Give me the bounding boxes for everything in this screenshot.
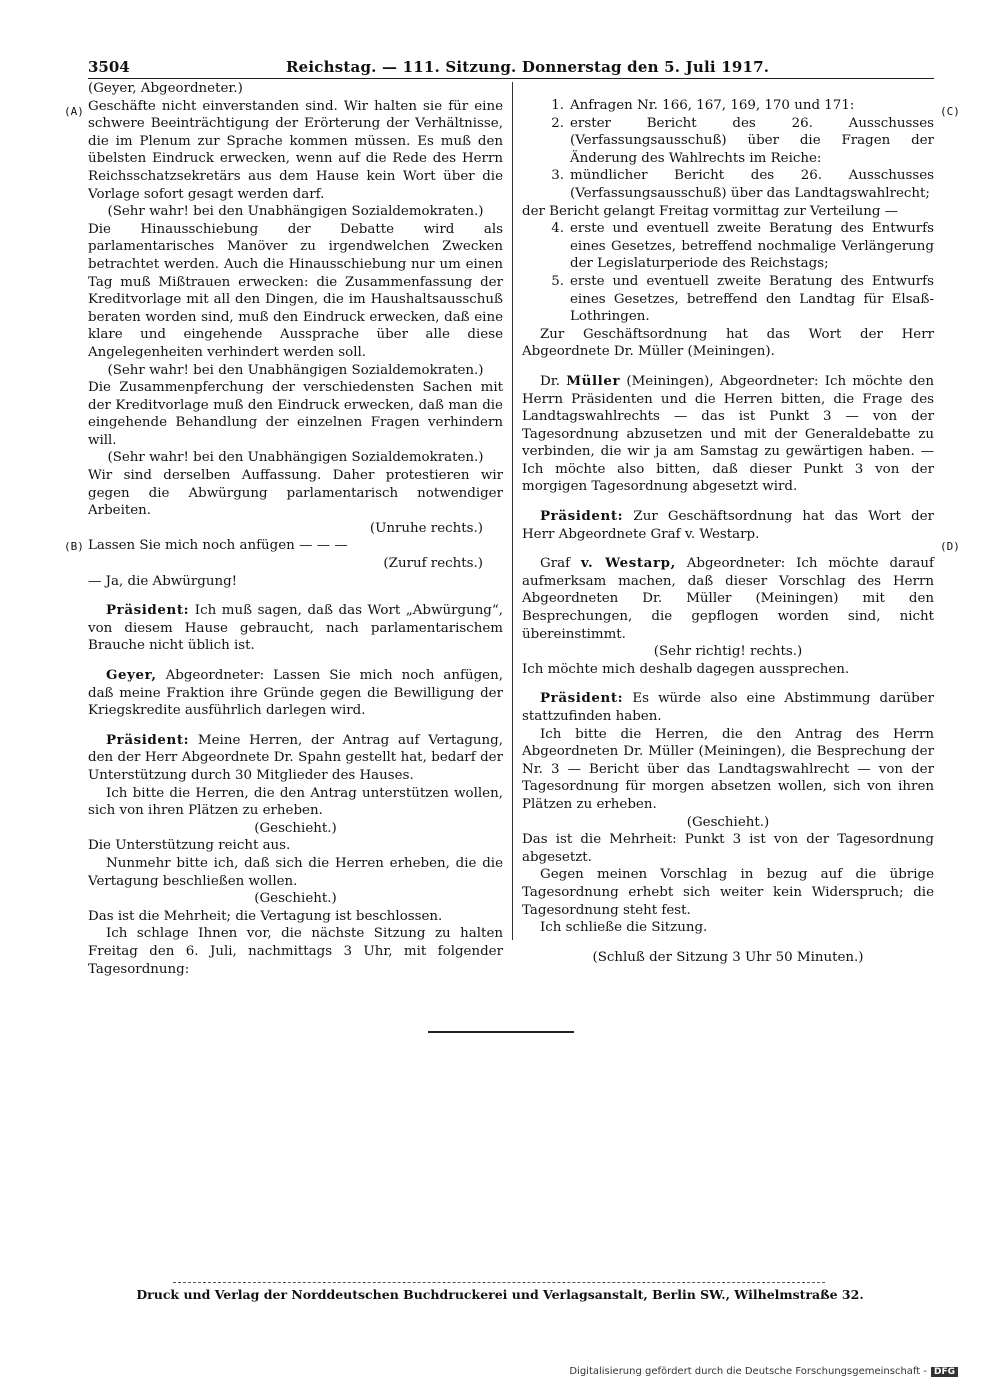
paragraph: Das ist die Mehrheit: Punkt 3 ist von der Tagesordnung abgesetzt.	[522, 832, 934, 865]
session-closing-note: (Schluß der Sitzung 3 Uhr 50 Minuten.)	[592, 949, 864, 965]
speech-text: Ich muß sagen, daß das Wort „Abwürgung“, von diesem Hause gebraucht, nach parlamentarischem Brauche nicht üblich ist.	[88, 603, 503, 654]
margin-marker-d: (D)	[940, 540, 960, 553]
paragraph: Gegen meinen Vorschlag in bezug auf die übrige Tagesordnung erhebt sich weiter kein Widerspruch; die Tagesordnung steht fest.	[522, 867, 934, 918]
interjection: (Zuruf rechts.)	[383, 556, 483, 572]
paragraph: Die Unterstützung reicht aus.	[88, 838, 291, 854]
speech-text: Abgeordneter: Ich möchte darauf aufmerksam machen, daß dieser Vorschlag des Herrn Abgeordneten Dr. Müller (Meiningen) mit den Besprechungen, die gepflogen worden sind, nicht übereinstimmt.	[522, 556, 934, 642]
interjection: (Geschieht.)	[254, 891, 337, 907]
speech-geyer	[88, 667, 503, 720]
speech-praesident	[88, 602, 503, 655]
paragraph: Das ist die Mehrheit; die Vertagung ist beschlossen.	[88, 908, 443, 924]
speech-praesident	[88, 732, 503, 785]
left-column	[88, 80, 503, 978]
footer-rule	[173, 1282, 825, 1284]
paragraph: Ich schlage Ihnen vor, die nächste Sitzung zu halten Freitag den 6. Juli, nachmittags 3 Uhr, mit folgender Tagesordnung:	[88, 926, 503, 977]
speaker-continuation: (Geyer, Abgeordneter.)	[88, 81, 243, 96]
speaker-name: Geyer,	[106, 667, 157, 683]
paragraph: Ich bitte die Herren, die den Antrag unterstützen wollen, sich von ihren Plätzen zu erheben.	[88, 785, 503, 819]
interjection: (Sehr richtig! rechts.)	[653, 644, 803, 660]
speaker-name: v. Westarp,	[580, 555, 676, 572]
interjection: (Sehr wahr! bei den Unabhängigen Sozialdemokraten.)	[107, 362, 484, 378]
speech-text: Es würde also eine Abstimmung darüber stattzufinden haben.	[522, 691, 934, 724]
digitization-credit	[569, 1366, 958, 1377]
interjection: (Unruhe rechts.)	[369, 520, 483, 536]
agenda-item: 1. Anfragen Nr. 166, 167, 169, 170 und 171:	[551, 98, 855, 113]
column-divider	[512, 82, 513, 940]
interjection: (Geschieht.)	[254, 820, 337, 836]
speech-text: Zur Geschäftsordnung hat das Wort der Herr Abgeordnete Graf v. Westarp.	[522, 509, 934, 542]
agenda-note: der Bericht gelangt Freitag vormittag zur Verteilung —	[522, 203, 899, 219]
paragraph: Ich möchte mich deshalb dagegen aussprechen.	[522, 661, 850, 677]
speech-mueller: Dr. Müller (Meiningen), Abgeordneter: Ich möchte den Herrn Präsidenten und die Herren bitten, die Frage des Landtagswahlrechts — das ist Punkt 3 — von der Tagesordnung abzusetzen und mit der Generaldebatte zu verbinden, die wir ja am Samstag zu gewärtigen haben. — Ich möchte also bitten, daß dieser Punkt 3 von der morgigen Tagesordnung abgesetzt wird.	[522, 372, 934, 495]
paragraph: Die Hinausschiebung der Debatte wird als parlamentarisches Manöver zu irgendwelchen Zwecken betrachtet werden. Auch die Hinausschiebung nur um einen Tag muß Mißtrauen erwecken: die Zusammenfassung der Kreditvorlage mit all den Dingen, die im Haushaltsausschuß beraten worden sind, muß den Eindruck erwecken, daß eine klare und eingehende Aussprache über alle diese Angelegenheiten verhindert werden soll.	[88, 221, 503, 360]
paragraph: Wir sind derselben Auffassung. Daher protestieren wir gegen die Abwürgung parlamentarisch notwendiger Arbeiten.	[88, 468, 503, 519]
right-column	[522, 97, 934, 966]
running-title: Reichstag. — 111. Sitzung. Donnerstag den 5. Juli 1917.	[286, 58, 770, 76]
speech-text: Abgeordneter: Lassen Sie mich noch anfügen, daß meine Fraktion ihre Gründe gegen die Bewilligung der Kriegskredite ausführlich darlegen wird.	[88, 668, 503, 719]
agenda-item: 3. mündlicher Bericht des 26. Ausschusses (Verfassungsausschuß) über das Landtagswahlrecht;	[551, 168, 934, 201]
interjection: (Sehr wahr! bei den Unabhängigen Sozialdemokraten.)	[107, 450, 484, 466]
page-number: 3504	[88, 58, 130, 76]
header-rule	[88, 78, 934, 79]
interjection: (Geschieht.)	[686, 814, 770, 830]
credit-text: Digitalisierung gefördert durch die Deutsche Forschungsgemeinschaft -	[569, 1366, 927, 1377]
agenda-item: 2. erster Bericht des 26. Ausschusses (Verfassungsausschuß) über die Fragen der Änderung des Wahlrechts im Reiche:	[551, 115, 934, 166]
speech-praesident	[522, 690, 934, 725]
paragraph: Zur Geschäftsordnung hat das Wort der Herr Abgeordnete Dr. Müller (Meiningen).	[522, 326, 934, 360]
speaker-name: Präsident:	[106, 602, 190, 619]
interjection: (Sehr wahr! bei den Unabhängigen Sozialdemokraten.)	[107, 204, 484, 220]
paragraph: — Ja, die Abwürgung!	[88, 573, 238, 589]
paragraph: Ich bitte die Herren, die den Antrag des Herrn Abgeordneten Dr. Müller (Meiningen), die Besprechung der Nr. 3 — Bericht über das Landtagswahlrecht — von der Tagesordnung für morgen absetzen wollen, sich von ihren Plätzen zu erheben.	[522, 726, 934, 812]
speech-westarp: Graf v. Westarp, Abgeordneter: Ich möchte darauf aufmerksam machen, daß dieser Vorschlag des Herrn Abgeordneten Dr. Müller (Meiningen) mit den Besprechungen, die gepflogen worden sind, nicht übereinstimmt.	[522, 555, 934, 642]
speaker-name: Präsident:	[106, 731, 190, 748]
end-rule	[428, 1031, 574, 1033]
paragraph: Ich schließe die Sitzung.	[540, 920, 708, 936]
margin-marker-b: (B)	[64, 540, 84, 553]
paragraph: Lassen Sie mich noch anfügen — — —	[88, 538, 348, 554]
page-header	[88, 58, 932, 80]
margin-marker-c: (C)	[940, 105, 960, 118]
speaker-name: Präsident:	[540, 690, 624, 707]
speaker-name: Präsident:	[540, 508, 624, 525]
agenda-item: 4. erste und eventuell zweite Beratung des Entwurfs eines Gesetzes, betreffend nochmalige Verlängerung der Legislaturperiode des Reichstags;	[551, 221, 934, 272]
speech-text: (Meiningen), Abgeordneter: Ich möchte den Herrn Präsidenten und die Herren bitten, die Frage des Landtagswahlrechts — das ist Punkt 3 — von der Tagesordnung abzusetzen und mit der Generaldebatte zu verbinden, die wir ja am Samstag zu gewärtigen haben. — Ich möchte also bitten, daß dieser Punkt 3 von der morgigen Tagesordnung abgesetzt wird.	[522, 373, 934, 495]
printer-imprint: Druck und Verlag der Norddeutschen Buchdruckerei und Verlagsanstalt, Berlin SW., Wilhelmstraße 32.	[136, 1287, 864, 1302]
dfg-logo: DFG	[931, 1367, 958, 1377]
speech-text: Meine Herren, der Antrag auf Vertagung, den der Herr Abgeordnete Dr. Spahn gestellt hat, bedarf der Unterstützung durch 30 Mitglieder des Hauses.	[88, 732, 503, 783]
agenda-item: 5. erste und eventuell zweite Beratung des Entwurfs eines Gesetzes, betreffend den Landtag für Elsaß-Lothringen.	[551, 273, 934, 325]
speaker-name: Müller	[566, 372, 621, 389]
paragraph: Nunmehr bitte ich, daß sich die Herren erheben, die die Vertagung beschließen wollen.	[88, 855, 503, 889]
speech-praesident	[522, 508, 934, 543]
paragraph: Geschäfte nicht einverstanden sind. Wir halten sie für eine schwere Beeinträchtigung der Erörterung der Verhältnisse, die im Plenum zur Sprache kommen müssen. Es muß den übelsten Eindruck erwecken, wenn auf die Rede des Herrn Reichsschatzsekretärs aus dem Hause kein Wort über die Vorlage sofort gesagt werden darf.	[88, 98, 503, 202]
paragraph: Die Zusammenpferchung der verschiedensten Sachen mit der Kreditvorlage muß den Eindruck erwecken, daß man die eingehende Behandlung der einzelnen Fragen verhindern will.	[88, 380, 503, 448]
margin-marker-a: (A)	[64, 105, 84, 118]
